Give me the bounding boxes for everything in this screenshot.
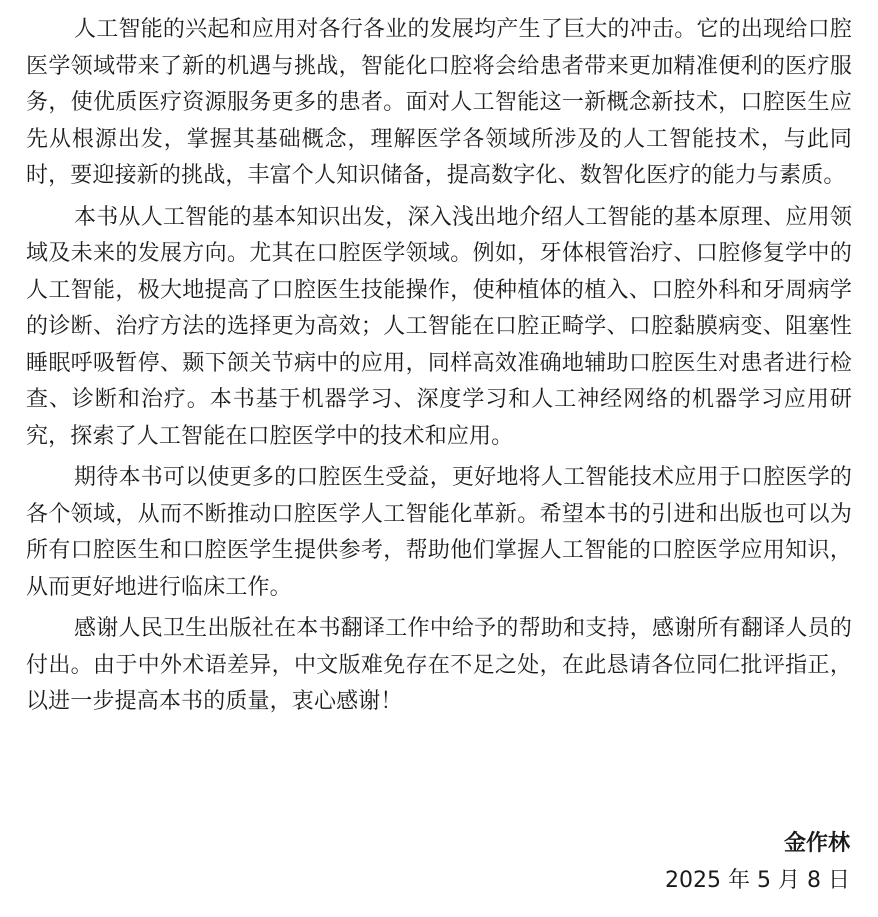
signature-block <box>665 824 850 898</box>
signature-name: 金作林 <box>783 831 850 856</box>
paragraph-2: 本书从人工智能的基本知识出发，深入浅出地介绍人工智能的基本原理、应用领域及未来的发展方向。尤其在口腔医学领域。例如，牙体根管治疗、口腔修复学中的人工智能，极大地提高了口腔医生技能操作，使种植体的植入、口腔外科和牙周病学的诊断、治疗方法的选择更为高效；人工智能在口腔正畸学、口腔黏膜病变、阻塞性睡眠呼吸暂停、颞下颌关节病中的应用，同样高效准确地辅助口腔医生对患者进行检查、诊断和治疗。本书基于机器学习、深度学习和人工神经网络的机器学习应用研究，探索了人工智能在口腔医学中的技术和应用。 <box>26 204 852 449</box>
signature-date: 2025 年 5 月 8 日 <box>665 868 850 893</box>
paragraph-4: 感谢人民卫生出版社在本书翻译工作中给予的帮助和支持，感谢所有翻译人员的付出。由于中外术语差异，中文版难免存在不足之处，在此恳请各位同仁批评指正，以进一步提高本书的质量，衷心感谢！ <box>26 616 852 714</box>
paragraph-3: 期待本书可以使更多的口腔医生受益，更好地将人工智能技术应用于口腔医学的各个领域，从而不断推动口腔医学人工智能化革新。希望本书的引进和出版也可以为所有口腔医生和口腔医学生提供参考，帮助他们掌握人工智能的口腔医学应用知识，从而更好地进行临床工作。 <box>26 465 852 600</box>
paragraph-1: 人工智能的兴起和应用对各行各业的发展均产生了巨大的冲击。它的出现给口腔医学领域带来了新的机遇与挑战，智能化口腔将会给患者带来更加精准便利的医疗服务，使优质医疗资源服务更多的患者。面对人工智能这一新概念新技术，口腔医生应先从根源出发，掌握其基础概念，理解医学各领域所涉及的人工智能技术，与此同时，要迎接新的挑战，丰富个人知识储备，提高数字化、数智化医疗的能力与素质。 <box>26 17 852 188</box>
document-body <box>26 12 852 726</box>
